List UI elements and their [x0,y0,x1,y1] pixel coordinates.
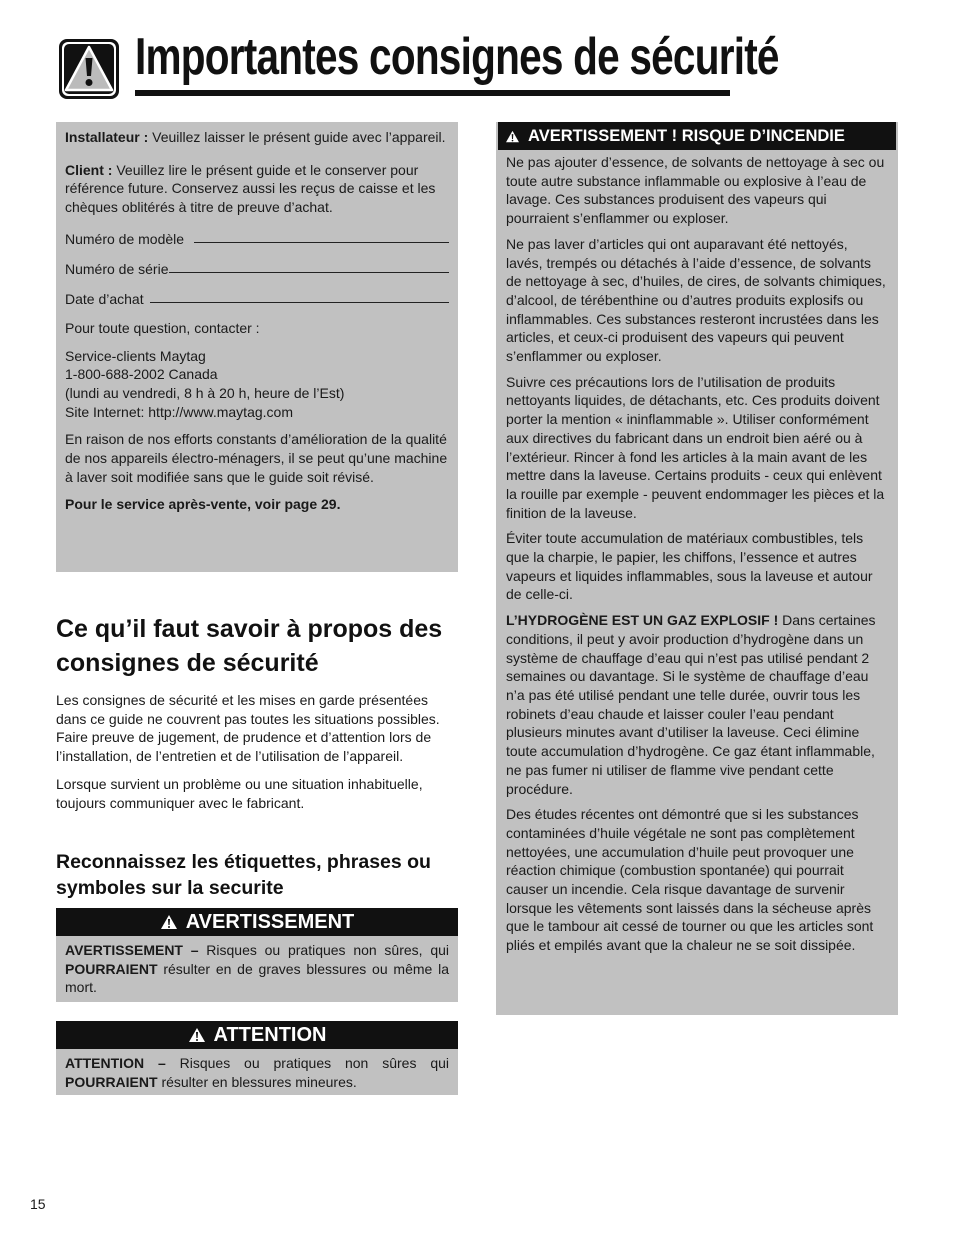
fire-para-3: Suivre ces précautions lors de l’utilisation de produits nettoyants liquides, de détachants, etc. Ces produits doivent porter la mention « ininflammable ». Utiliser conformément aux directives du fabricant dans un endroit bien aéré ou à l’extérieur. Rincer à fond les articles à la main avant de les mettre dans la laveuse. Certains produits - ceux qui enlèvent la rouille par exemple - peuvent endommager les pièces et la finition de la laveuse. [506,373,885,521]
contact-intro: Pour toute question, contacter : [65,319,260,336]
installer-text: Veuillez laisser le présent guide avec l’appareil. [148,129,446,145]
attention-text [56,1049,458,1091]
warning-triangle-icon [188,1027,206,1043]
avertissement-label: AVERTISSEMENT – [65,942,199,958]
fire-para-4: Éviter toute accumulation de matériaux combustibles, tels que la charpie, le papier, les chiffons, l’essence et autres vapeurs et liquides inflammables, sous la laveuse et autour de celle-ci. [506,530,873,603]
service-name: Service-clients Maytag [65,347,206,364]
avertissement-banner-text: AVERTISSEMENT [185,910,355,933]
model-label: Numéro de modèle [65,230,185,247]
title-underline [135,90,730,96]
installer-label: Installateur : [65,129,149,145]
avertissement-box [56,908,458,1002]
attention-label: ATTENTION – [65,1055,166,1071]
fire-para-2: Ne pas laver d’articles qui ont auparavant été nettoyés, lavés, trempés ou détachés à l’aide d’essence, de solvants de nettoyage à sec, d’huiles, de cires, de solvants chimiques, d’alcool, de térébenthine ou d’autres produits explosifs ou inflammables. Ces substances resteront incrustées dans les articles, et ceux-ci produisent des vapeurs qui peuvent s’enflammer ou exploser. [506,235,886,365]
page-title: Importantes consignes de sécurité [135,28,779,86]
section-para-1: Les consignes de sécurité et les mises en garde présentées dans ce guide ne couvrent pas toutes les situations possibles. Faire preuve de jugement, de prudence et d’attention lors de l’installation, de l’entretien et de l’utilisation de l’appareil. [56,692,440,765]
serial-number-line [65,261,449,277]
warning-triangle-icon [505,130,520,143]
purchase-date-line [65,291,449,307]
section-para-2: Lorsque survient un problème ou une situation inhabituelle, toujours communiquer avec le fabricant. [56,775,423,811]
installer-note [65,128,449,147]
avertissement-strong: POURRAIENT [65,960,158,977]
fire-risk-banner [498,122,896,150]
date-label: Date d’achat [65,290,144,307]
client-text: Veuillez lire le présent guide et le conserver pour référence future. Conservez aussi les reçus de caisse et les chèques oblitérés à titre de preuve d’achat. [65,161,436,216]
avertissement-text-2: résulter en de graves blessures ou même la mort. [65,960,449,996]
fire-risk-box [496,122,898,1015]
fire-risk-body [496,150,898,955]
client-label: Client : [65,161,113,178]
section-heading: Ce qu’il faut savoir à propos des consignes de sécurité [56,615,443,677]
service-hours: (lundi au vendredi, 8 h à 20 h, heure de l’Est) [65,384,345,401]
fire-para-5 [506,611,888,798]
attention-box [56,1021,458,1095]
attention-strong: POURRAIENT [65,1073,158,1090]
subsection-heading: Reconnaissez les étiquettes, phrases ou symboles sur la securite [56,851,431,899]
attention-banner-text: ATTENTION [213,1023,327,1046]
page-number: 15 [30,1196,46,1212]
attention-banner [56,1021,458,1049]
attention-text-2: résulter en blessures mineures. [157,1073,357,1090]
avertissement-text-1: Risques ou pratiques non sûres, qui [198,942,450,958]
improvement-note: En raison de nos efforts constants d’amélioration de la qualité de nos appareils électro-ménagers, il se peut qu’une machine à laver soit modifiée sans que le guide soit révisé. [65,431,448,485]
service-website: Site Internet: http://www.maytag.com [65,403,293,420]
serial-label: Numéro de série [65,260,169,277]
hydrogen-text: Dans certaines conditions, il peut y avoir production d’hydrogène dans un système de chauffage d’eau qui n’est pas utilisé pendant 2 semaines ou davantage. Si le système de chauffage d’eau n’a pas été utilisé pendant une telle durée, ouvrir tous les robinets d’eau chaude et laisser couler l’eau pendant plusieurs minutes avant d’utiliser la laveuse. Ceci élimine toute accumulation d’hydrogène. Ce gaz étant inflammable, ne pas fumer ni utiliser de flamme vive pendant cette procédure. [506,612,876,797]
hydrogen-label: L’HYDROGÈNE EST UN GAZ EXPLOSIF ! [506,612,779,629]
service-phone: 1-800-688-2002 Canada [65,366,218,383]
warning-triangle-icon [160,914,178,930]
service-contact [65,347,449,422]
warning-icon [58,38,120,100]
fire-risk-banner-text: AVERTISSEMENT ! RISQUE D’INCENDIE [528,126,845,145]
fire-para-1: Ne pas ajouter d’essence, de solvants de nettoyage à sec ou toute autre substance inflammable ou explosive à l’eau de lavage. Ces substances produisent des vapeurs qui pourraient s’enflammer ou exploser. [506,154,885,227]
attention-text-1: Risques ou pratiques non sûres qui [165,1055,449,1071]
fire-para-6: Des études récentes ont démontré que si les substances contaminées d’huile végétale ne sont pas complètement nettoyées, une accumulation d’huile peut provoquer une réaction chimique (combustion spontanée) qui pourrait causer un incendie. Cela risque davantage de survenir lorsque les vêtements sont laissés dans la sécheuse après que le tambour ait cessé de tourner ou que les articles sont pliés et empilés avant que la chaleur ne se soit dissipée. [506,806,874,954]
avertissement-banner [56,908,458,936]
section-body [56,691,456,812]
avertissement-text [56,936,458,997]
model-number-line [65,231,449,247]
service-page-note: Pour le service après-vente, voir page 29. [65,496,341,513]
client-note [65,161,449,217]
installer-info-box [56,122,458,572]
